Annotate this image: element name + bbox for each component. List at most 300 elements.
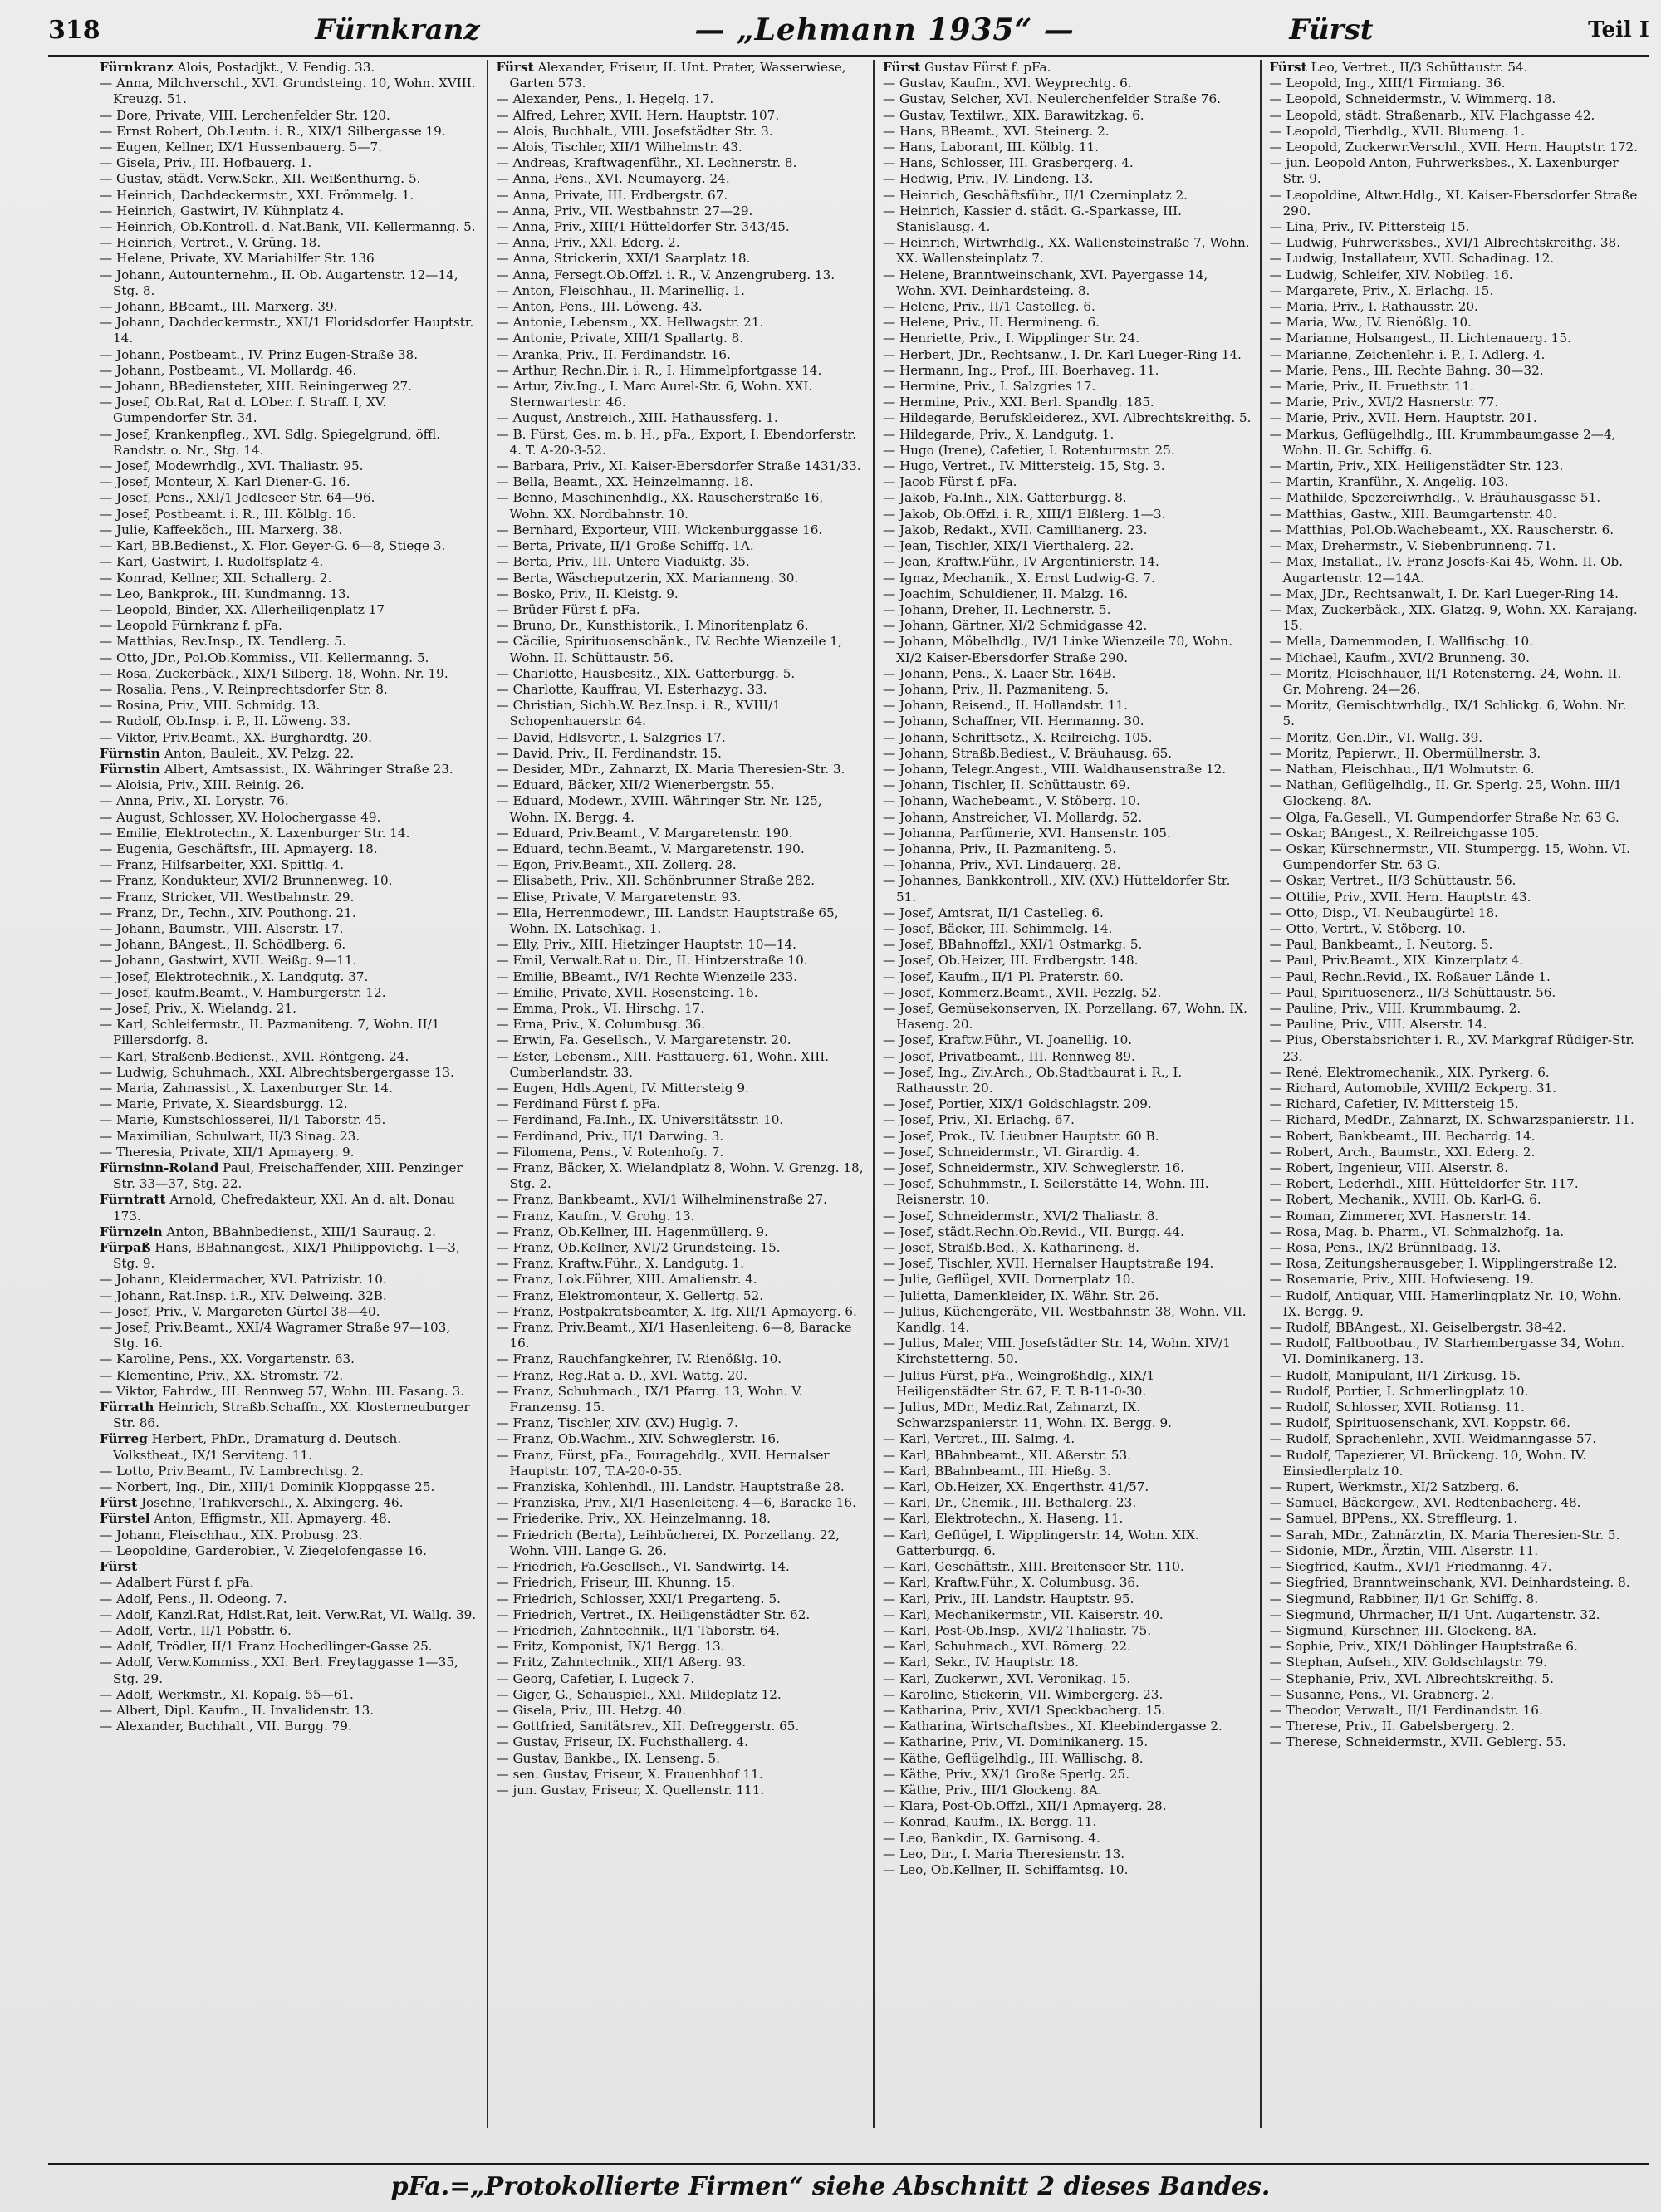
entry-text: — Dore, Private, VIII. Lerchenfelder Str. 120.: [100, 107, 390, 123]
entry-text: Gustav Fürst f. pFa.: [924, 60, 1051, 75]
entry-text: — Eugenia, Geschäftsfr., III. Apmayerg. 18.: [100, 841, 378, 856]
directory-entry: [883, 347, 1252, 363]
entry-text: — Emma, Prok., VI. Hirschg. 17.: [496, 1000, 705, 1016]
directory-entry: [883, 777, 1252, 793]
entry-text: — Berta, Private, II/1 Große Schiffg. 1A.: [496, 538, 754, 554]
directory-entry: [883, 363, 1252, 379]
footer-rule: [48, 2163, 1649, 2165]
directory-entry: [100, 826, 478, 841]
directory-entry: [497, 490, 865, 522]
directory-entry: [497, 1351, 865, 1367]
directory-entry: [883, 443, 1252, 459]
entry-text: — Franz, Bankbeamt., XVI/1 Wilhelminenstraße 27.: [496, 1192, 827, 1208]
directory-entry: [100, 1368, 478, 1384]
entry-text: — Jacob Fürst f. pFa.: [883, 474, 1017, 490]
directory-entry: [1270, 108, 1639, 124]
entry-text: — Johann, Postbeamt., VI. Mollardg. 46.: [100, 362, 357, 378]
entry-text: Herbert, PhDr., Dramaturg d. Deutsch. Volkstheat., IX/1 Serviteng. 11.: [113, 1431, 402, 1463]
entry-text: — Viktor, Priv.Beamt., XX. Burghardtg. 20.: [100, 729, 373, 745]
directory-entry: [883, 315, 1252, 331]
entry-text: — Josef, Priv., X. Wielandg. 21.: [100, 1000, 296, 1016]
directory-entry: [497, 1192, 865, 1208]
entry-text: — Sigmund, Kürschner, III. Glockeng. 8A.: [1269, 1622, 1537, 1638]
directory-entry: [100, 1351, 478, 1367]
directory-entry: [1270, 538, 1639, 554]
directory-entry: [1270, 1703, 1639, 1719]
entry-text: — Paul, Rechn.Revid., IX. Roßauer Lände 1.: [1269, 969, 1551, 984]
entry-text: — Franz, Priv.Beamt., XI/1 Hasenleiteng. 6—8, Baracke 16.: [496, 1320, 852, 1351]
entry-text: — Rudolf, Antiquar, VIII. Hamerlingplatz Nr. 10, Wohn. IX. Bergg. 9.: [1269, 1287, 1622, 1319]
entry-surname: Fürpaß: [100, 1240, 151, 1256]
entry-text: — Adolf, Verw.Kommiss., XXI. Berl. Freytaggasse 1—35, Stg. 29.: [100, 1655, 458, 1686]
entry-text: — Johann, Postbeamt., IV. Prinz Eugen-Straße 38.: [100, 346, 419, 362]
directory-entry: [883, 1448, 1252, 1464]
entry-text: — Johann, Baumstr., VIII. Alserstr. 17.: [100, 920, 344, 936]
directory-entry: [883, 618, 1252, 634]
directory-entry: [1270, 953, 1639, 969]
directory-entry: [1270, 1240, 1639, 1256]
entry-text: — Brüder Fürst f. pFa.: [496, 601, 640, 617]
entry-text: — Marie, Private, X. Sieardsburgg. 12.: [100, 1096, 348, 1112]
entry-text: — Johann, Wachebeamt., V. Stöberg. 10.: [883, 793, 1140, 809]
entry-text: — Rudolf, Spirituosenschank, XVI. Koppstr. 66.: [1269, 1415, 1570, 1431]
page-header: [48, 5, 1649, 55]
entry-text: — Rudolf, Schlosser, XVII. Rotiansg. 11.: [1269, 1400, 1525, 1415]
directory-entry: [100, 76, 478, 107]
directory-entry: [497, 602, 865, 618]
entry-text: — Adolf, Trödler, II/1 Franz Hochedlinger-Gasse 25.: [100, 1639, 433, 1655]
directory-entry: [100, 1400, 478, 1431]
directory-entry: [100, 618, 478, 634]
entry-text: — Heinrich, Wirtwrhdlg., XX. Wallensteinstraße 7, Wohn. XX. Wallensteinplatz 7.: [883, 235, 1250, 267]
entry-text: — Karl, Straßenb.Bedienst., XVII. Röntgeng. 24.: [100, 1048, 409, 1064]
directory-entry: [1270, 1096, 1639, 1112]
entry-text: — sen. Gustav, Friseur, X. Frauenhhof 11.: [496, 1766, 763, 1782]
directory-entry: [497, 427, 865, 459]
directory-entry: [100, 857, 478, 873]
entry-text: — Max, Zuckerbäck., XIX. Glatzg. 9, Wohn. XX. Karajang. 15.: [1269, 601, 1638, 634]
entry-text: — Leo, Bankdir., IX. Garnisong. 4.: [883, 1830, 1100, 1846]
entry-text: — Markus, Geflügelhdlg., III. Krummbaumgasse 2—4, Wohn. II. Gr. Schiffg. 6.: [1269, 426, 1616, 458]
directory-entry: [497, 730, 865, 746]
directory-entry: [497, 1479, 865, 1495]
entry-text: — jun. Leopold Anton, Fuhrwerksbes., X. Laxenburger Str. 9.: [1269, 155, 1619, 187]
directory-entry: [100, 554, 478, 570]
directory-entry: [497, 1671, 865, 1687]
directory-entry: [1270, 1368, 1639, 1384]
entry-text: — Pauline, Priv., VIII. Krummbaumg. 2.: [1269, 1000, 1521, 1016]
directory-entry: [100, 1320, 478, 1351]
entry-text: — David, Priv., II. Ferdinandstr. 15.: [496, 745, 722, 761]
entry-text: — Bosko, Priv., II. Kleistg. 9.: [496, 586, 679, 601]
directory-entry: [100, 1017, 478, 1048]
entry-text: — Eugen, Hdls.Agent, IV. Mittersteig 9.: [496, 1081, 749, 1096]
directory-entry: [883, 1783, 1252, 1798]
entry-text: — Marianne, Holsangest., II. Lichtenauerg. 15.: [1269, 331, 1571, 346]
entry-text: — Anna, Fersegt.Ob.Offzl. i. R., V. Anzengruberg. 13.: [496, 267, 835, 282]
entry-text: — jun. Gustav, Friseur, X. Quellenstr. 111.: [496, 1782, 765, 1798]
entry-text: — Egon, Priv.Beamt., XII. Zollerg. 28.: [496, 857, 737, 873]
directory-entry: [100, 873, 478, 889]
entry-text: — Richard, MedDr., Zahnarzt, IX. Schwarzspanierstr. 11.: [1269, 1112, 1634, 1128]
directory-entry: [883, 921, 1252, 937]
entry-text: — Norbert, Ing., Dir., XIII/1 Dominik Kloppgasse 25.: [100, 1479, 435, 1495]
entry-text: — Julietta, Damenkleider, IX. Währ. Str. 26.: [883, 1287, 1159, 1303]
directory-entry: [497, 1240, 865, 1256]
directory-entry: [1270, 251, 1639, 267]
directory-entry: [1270, 586, 1639, 602]
entry-text: — Karl, Schleifermstr., II. Pazmaniteng. 7, Wohn. II/1 Pillersdorfg. 8.: [100, 1017, 440, 1048]
directory-entry: [497, 522, 865, 538]
directory-entry: [1270, 1719, 1639, 1734]
directory-entry: [883, 1049, 1252, 1065]
directory-entry: [1270, 698, 1639, 729]
entry-text: — Hugo (Irene), Cafetier, I. Rotenturmstr. 25.: [883, 442, 1175, 458]
directory-entry: [100, 666, 478, 682]
directory-entry: [100, 937, 478, 953]
entry-text: — Josef, Bäcker, III. Schimmelg. 14.: [883, 920, 1113, 936]
entry-text: — Rosemarie, Priv., XIII. Hofwieseng. 19.: [1269, 1272, 1535, 1287]
directory-entry: [497, 1783, 865, 1798]
directory-entry: [100, 267, 478, 299]
directory-entry: [497, 1767, 865, 1783]
entry-text: — Franz, Bäcker, X. Wielandplatz 8, Wohn. V. Grenzg. 18, Stg. 2.: [496, 1160, 864, 1192]
directory-entry: [497, 459, 865, 474]
entry-surname: Fürnstin: [100, 745, 160, 761]
column-1: [100, 60, 487, 2128]
directory-entry: [883, 1831, 1252, 1847]
entry-text: Leo, Vertret., II/3 Schüttaustr. 54.: [1311, 60, 1528, 75]
entry-text: — Leo, Dir., I. Maria Theresienstr. 13.: [883, 1846, 1125, 1861]
entry-text: — Heinrich, Gastwirt, IV. Kühnplatz 4.: [100, 203, 345, 218]
directory-entry: [1270, 1017, 1639, 1032]
entry-text: — Maximilian, Schulwart, II/3 Sinag. 23.: [100, 1128, 360, 1144]
entry-text: — Josef, Priv., XI. Erlachg. 67.: [883, 1112, 1075, 1128]
directory-entry: [1270, 1592, 1639, 1607]
directory-entry: [1270, 1448, 1639, 1479]
entry-text: — Leopold Fürnkranz f. pFa.: [100, 618, 282, 634]
entry-text: — Eduard, Priv.Beamt., V. Margaretenstr. 190.: [496, 825, 793, 841]
directory-entry: [1270, 554, 1639, 586]
directory-entry: [883, 1495, 1252, 1511]
directory-entry: [883, 1671, 1252, 1687]
directory-entry: [497, 554, 865, 570]
entry-text: — Rupert, Werkmstr., XI/2 Satzberg. 6.: [1269, 1479, 1520, 1495]
entry-text: — Karl, Priv., III. Landstr. Hauptstr. 95.: [883, 1591, 1134, 1606]
directory-entry: [883, 91, 1252, 107]
entry-text: — Alois, Buchhalt., VIII. Josefstädter Str. 3.: [496, 123, 773, 139]
entry-text: — Friedrich, Fa.Gesellsch., VI. Sandwirtg. 14.: [496, 1559, 790, 1575]
entry-text: — Karl, Schuhmach., XVI. Römerg. 22.: [883, 1639, 1131, 1655]
entry-text: — Ignaz, Mechanik., X. Ernst Ludwig-G. 7.: [883, 570, 1155, 586]
entry-surname: Fürntratt: [100, 1192, 166, 1208]
directory-entry: [883, 490, 1252, 506]
entry-text: — Katharina, Priv., XVI/1 Speckbacherg. 15.: [883, 1702, 1166, 1718]
entry-text: — Rudolf, Portier, I. Schmerlingplatz 10.: [1269, 1383, 1529, 1399]
directory-entry: [100, 1479, 478, 1495]
directory-entry: [100, 299, 478, 315]
directory-entry: [883, 235, 1252, 267]
directory-entry: [497, 1607, 865, 1623]
directory-entry: [497, 474, 865, 490]
entry-text: — Leopold, städt. Straßenarb., XIV. Flachgasse 42.: [1269, 107, 1595, 123]
entry-text: — Margarete, Priv., X. Erlachg. 15.: [1269, 282, 1494, 298]
entry-surname: Fürst: [496, 60, 534, 75]
directory-entry: [100, 507, 478, 522]
entry-text: — Bella, Beamt., XX. Heinzelmanng. 18.: [496, 474, 753, 490]
directory-entry: [100, 634, 478, 650]
entry-text: — Karoline, Stickerin, VII. Wimbergerg. 23.: [883, 1686, 1164, 1702]
entry-text: — Hugo, Vertret., IV. Mittersteig. 15, Stg. 3.: [883, 459, 1165, 474]
directory-entry: [497, 857, 865, 873]
directory-entry: [883, 299, 1252, 315]
entry-text: — Johann, Rat.Insp. i.R., XIV. Delweing. 32B.: [100, 1287, 387, 1303]
entry-text: — Jean, Tischler, XIX/1 Vierthalerg. 22.: [883, 538, 1134, 554]
entry-text: — Leopold, Binder, XX. Allerheiligenplatz 17: [100, 601, 385, 617]
directory-entry: [497, 315, 865, 331]
entry-text: — Mathilde, Spezereiwrhdlg., V. Bräuhausgasse 51.: [1269, 490, 1601, 506]
entry-text: — Käthe, Geflügelhdlg., III. Wällischg. 8.: [883, 1750, 1144, 1766]
directory-entry: [497, 1734, 865, 1750]
entry-text: — Josef, Ob.Rat, Rat d. LOber. f. Straff. I, XV. Gumpendorfer Str. 34.: [100, 395, 387, 426]
directory-entry: [497, 634, 865, 665]
directory-entry: [1270, 1001, 1639, 1017]
directory-entry: [1270, 283, 1639, 299]
directory-entry: [100, 1655, 478, 1686]
directory-entry: [100, 251, 478, 267]
directory-columns: [100, 60, 1646, 2128]
directory-entry: [497, 1559, 865, 1575]
entry-text: — Karl, Gastwirt, I. Rudolfsplatz 4.: [100, 554, 324, 570]
directory-entry: [1270, 91, 1639, 107]
entry-text: — Konrad, Kaufm., IX. Bergg. 11.: [883, 1814, 1097, 1830]
entry-text: — Jakob, Ob.Offzl. i. R., XIII/1 Elßlerg. 1—3.: [883, 506, 1166, 522]
directory-entry: [1270, 1415, 1639, 1431]
directory-entry: [100, 1129, 478, 1145]
directory-entry: [1270, 890, 1639, 905]
entry-text: — Pius, Oberstabsrichter i. R., XV. Markgraf Rüdiger-Str. 23.: [1269, 1032, 1634, 1064]
entry-text: — Moritz, Fleischhauer, II/1 Rotensterng. 24, Wohn. II. Gr. Mohreng. 24—26.: [1269, 665, 1622, 697]
directory-entry: [1270, 1671, 1639, 1687]
directory-entry: [883, 1734, 1252, 1750]
entry-text: — Desider, MDr., Zahnarzt, IX. Maria Theresien-Str. 3.: [496, 761, 845, 777]
directory-entry: [497, 682, 865, 698]
directory-entry: [883, 826, 1252, 841]
directory-entry: [100, 714, 478, 729]
directory-entry: [883, 1655, 1252, 1670]
directory-entry: [100, 841, 478, 857]
entry-surname: Fürst: [883, 60, 921, 75]
directory-entry: [1270, 60, 1639, 76]
directory-entry: [883, 395, 1252, 410]
entry-text: — Hedwig, Priv., IV. Lindeng. 13.: [883, 171, 1094, 187]
entry-text: — Stephan, Aufseh., XIV. Goldschlagstr. 79.: [1269, 1655, 1548, 1670]
directory-entry: [883, 1288, 1252, 1304]
directory-entry: [497, 1511, 865, 1527]
directory-entry: [497, 1145, 865, 1160]
directory-entry: [100, 1112, 478, 1128]
entry-text: — Alexander, Pens., I. Hegelg. 17.: [496, 91, 714, 107]
entry-text: — Otto, Vertrt., V. Stöberg. 10.: [1269, 920, 1466, 936]
entry-text: — Paul, Bankbeamt., I. Neutorg. 5.: [1269, 937, 1493, 953]
entry-text: — Anna, Strickerin, XXI/1 Saarplatz 18.: [496, 251, 751, 267]
entry-text: — Bernhard, Exporteur, VIII. Wickenburggasse 16.: [496, 522, 823, 537]
entry-text: — Gustav, Friseur, IX. Fuchsthallerg. 4.: [496, 1734, 748, 1750]
directory-entry: [1270, 1384, 1639, 1400]
entry-text: — Josef, Pens., XXI/1 Jedleseer Str. 64—96.: [100, 490, 375, 506]
entry-text: — Bruno, Dr., Kunsthistorik., I. Minoritenplatz 6.: [496, 618, 809, 634]
entry-text: — Jakob, Fa.Inh., XIX. Gatterburgg. 8.: [883, 490, 1127, 506]
publication-title: — „Lehmann 1935“ —: [694, 12, 1075, 47]
directory-entry: [1270, 826, 1639, 841]
entry-text: — Johann, Schaffner, VII. Hermanng. 30.: [883, 714, 1144, 729]
entry-text: — Josef, Monteur, X. Karl Diener-G. 16.: [100, 474, 350, 490]
directory-entry: [100, 60, 478, 76]
entry-text: — Anna, Priv., XXI. Ederg. 2.: [496, 235, 680, 251]
entry-text: — David, Hdlsvertr., I. Salzgries 17.: [496, 729, 726, 745]
directory-entry: [100, 1592, 478, 1607]
entry-surname: Fürnzein: [100, 1224, 163, 1239]
directory-entry: [497, 1687, 865, 1703]
directory-entry: [883, 857, 1252, 873]
entry-text: — Susanne, Pens., VI. Grabnerg. 2.: [1269, 1686, 1495, 1702]
directory-entry: [883, 474, 1252, 490]
entry-text: — Leopold, Zuckerwr.Verschl., XVII. Hern. Hauptstr. 172.: [1269, 140, 1639, 155]
entry-text: — Anna, Priv., XI. Lorystr. 76.: [100, 793, 289, 809]
directory-entry: [883, 410, 1252, 426]
directory-entry: [1270, 490, 1639, 506]
directory-entry: [497, 746, 865, 762]
directory-entry: [497, 1049, 865, 1081]
entry-text: — Franz, Kaufm., V. Grohg. 13.: [496, 1208, 695, 1224]
directory-entry: [883, 841, 1252, 857]
entry-text: — Karl, Sekr., IV. Hauptstr. 18.: [883, 1655, 1080, 1670]
entry-text: — Theresia, Private, XII/1 Apmayerg. 9.: [100, 1144, 355, 1160]
entry-text: — Helene, Priv., II. Hermineng. 6.: [883, 315, 1100, 331]
directory-entry: [100, 395, 478, 426]
directory-entry: [1270, 1176, 1639, 1192]
header-rule: [48, 55, 1649, 57]
directory-entry: [1270, 1734, 1639, 1750]
directory-entry: [497, 1655, 865, 1670]
directory-entry: [1270, 188, 1639, 219]
entry-text: — Johannes, Bankkontroll., XIV. (XV.) Hütteldorfer Str. 51.: [883, 873, 1231, 905]
directory-entry: [100, 188, 478, 204]
directory-entry: [1270, 1065, 1639, 1081]
entry-text: — Nathan, Fleischhau., II/1 Wolmutstr. 6.: [1269, 761, 1535, 777]
entry-text: — Richard, Automobile, XVIII/2 Eckperg. 31.: [1269, 1081, 1557, 1096]
entry-text: — Ludwig, Schleifer, XIV. Nobileg. 16.: [1269, 267, 1513, 282]
directory-entry: [883, 1528, 1252, 1559]
entry-text: — Samuel, BPPens., XX. Streffleurg. 1.: [1269, 1511, 1518, 1527]
entry-text: Arnold, Chefredakteur, XXI. An d. alt. Donau 173.: [113, 1192, 455, 1224]
directory-entry: [1270, 1272, 1639, 1287]
entry-text: — Franz, Kondukteur, XVI/2 Brunnenweg. 10.: [100, 873, 393, 889]
directory-entry: [100, 1543, 478, 1559]
directory-entry: [883, 698, 1252, 714]
entry-text: — Karl, Ob.Heizer, XX. Engerthstr. 41/57.: [883, 1479, 1149, 1495]
entry-text: — Anna, Milchverschl., XVI. Grundsteing. 10, Wohn. XVIII. Kreuzg. 51.: [100, 76, 476, 107]
directory-entry: [497, 155, 865, 171]
entry-text: — Gustav, städt. Verw.Sekr., XII. Weißenthurng. 5.: [100, 171, 421, 187]
directory-entry: [100, 1272, 478, 1287]
directory-entry: [100, 1224, 478, 1240]
entry-text: — Leopoldine, Altwr.Hdlg., XI. Kaiser-Ebersdorfer Straße 290.: [1269, 187, 1638, 218]
directory-entry: [100, 1431, 478, 1463]
directory-entry: [100, 1145, 478, 1160]
directory-entry: [883, 793, 1252, 809]
directory-entry: [883, 1112, 1252, 1128]
entry-text: — Hildegarde, Priv., X. Landgutg. 1.: [883, 426, 1115, 442]
entry-text: — Karl, Post-Ob.Insp., XVI/2 Thaliastr. 75.: [883, 1622, 1152, 1638]
directory-entry: [1270, 1192, 1639, 1208]
entry-text: — Filomena, Pens., V. Rotenhofg. 7.: [496, 1144, 724, 1160]
entry-surname: Fürst: [100, 1559, 138, 1575]
entry-text: — Charlotte, Kauffrau, VI. Esterhazyg. 33.: [496, 681, 767, 697]
directory-entry: [1270, 315, 1639, 331]
entry-text: — Josef, Amtsrat, II/1 Castelleg. 6.: [883, 905, 1104, 920]
directory-entry: [497, 379, 865, 410]
entry-text: — Michael, Kaufm., XVI/2 Brunneng. 30.: [1269, 650, 1530, 665]
entry-text: — Heinrich, Vertret., V. Grüng. 18.: [100, 235, 321, 251]
directory-entry: [497, 171, 865, 187]
entry-text: — Julie, Geflügel, XVII. Dornerplatz 10.: [883, 1272, 1135, 1287]
directory-entry: [497, 1001, 865, 1017]
directory-entry: [100, 730, 478, 746]
entry-text: — Alexander, Buchhalt., VII. Burgg. 79.: [100, 1719, 352, 1734]
directory-entry: [100, 1495, 478, 1511]
entry-text: Alexander, Friseur, II. Unt. Prater, Wasserwiese, Garten 573.: [509, 60, 846, 91]
directory-entry: [883, 1703, 1252, 1719]
column-4: [1260, 60, 1647, 2128]
entry-text: — Sarah, MDr., Zahnärztin, IX. Maria Theresien-Str. 5.: [1269, 1527, 1620, 1543]
entry-text: — Johanna, Priv., XVI. Lindauerg. 28.: [883, 857, 1121, 873]
directory-entry: [883, 1767, 1252, 1783]
directory-entry: [1270, 1160, 1639, 1176]
entry-text: — Leo, Bankprok., III. Kundmanng. 13.: [100, 586, 350, 601]
directory-entry: [497, 140, 865, 155]
entry-surname: Fürst: [100, 1495, 138, 1511]
directory-entry: [100, 1719, 478, 1734]
directory-entry: [883, 730, 1252, 746]
entry-text: — Max, Drehermstr., V. Siebenbrunneng. 71.: [1269, 538, 1556, 554]
directory-entry: [883, 171, 1252, 187]
directory-entry: [883, 1145, 1252, 1160]
entry-text: — Johann, Schriftsetz., X. Reilreichg. 105.: [883, 729, 1153, 745]
entry-text: — Leopoldine, Garderobier., V. Ziegelofengasse 16.: [100, 1543, 427, 1558]
entry-text: — Julie, Kaffeeköch., III. Marxerg. 38.: [100, 522, 343, 537]
directory-entry: [1270, 1575, 1639, 1591]
entry-text: — Anton, Pens., III. Löweng. 43.: [496, 299, 703, 315]
entry-text: — Rudolf, Ob.Insp. i. P., II. Löweng. 33.: [100, 714, 350, 729]
directory-entry: [1270, 331, 1639, 346]
entry-text: — Karl, Vertret., III. Salmg. 4.: [883, 1431, 1075, 1447]
entry-text: — Franz, Postpakratsbeamter, X. Ifg. XII/1 Apmayerg. 6.: [496, 1303, 857, 1319]
directory-entry: [1270, 1655, 1639, 1670]
entry-text: — Robert, Ingenieur, VIII. Alserstr. 8.: [1269, 1160, 1509, 1176]
directory-entry: [883, 1160, 1252, 1176]
entry-text: — Elise, Private, V. Margaretenstr. 93.: [496, 889, 742, 905]
entry-text: — Marie, Priv., II. Fruethstr. 11.: [1269, 379, 1474, 395]
entry-text: — Matthias, Gastw., XIII. Baumgartenstr. 40.: [1269, 506, 1557, 522]
entry-text: — Josef, Schneidermstr., XIV. Schweglerstr. 16.: [883, 1160, 1185, 1176]
entry-text: — Josef, Schneidermstr., XVI/2 Thaliastr. 8.: [883, 1208, 1159, 1224]
entry-text: — Josef, Kommerz.Beamt., XVII. Pezzlg. 52.: [883, 984, 1162, 1000]
directory-entry: [497, 1448, 865, 1479]
entry-text: — Max, JDr., Rechtsanwalt, I. Dr. Karl Lueger-Ring 14.: [1269, 586, 1619, 601]
directory-entry: [100, 1384, 478, 1400]
column-3: [873, 60, 1260, 2128]
